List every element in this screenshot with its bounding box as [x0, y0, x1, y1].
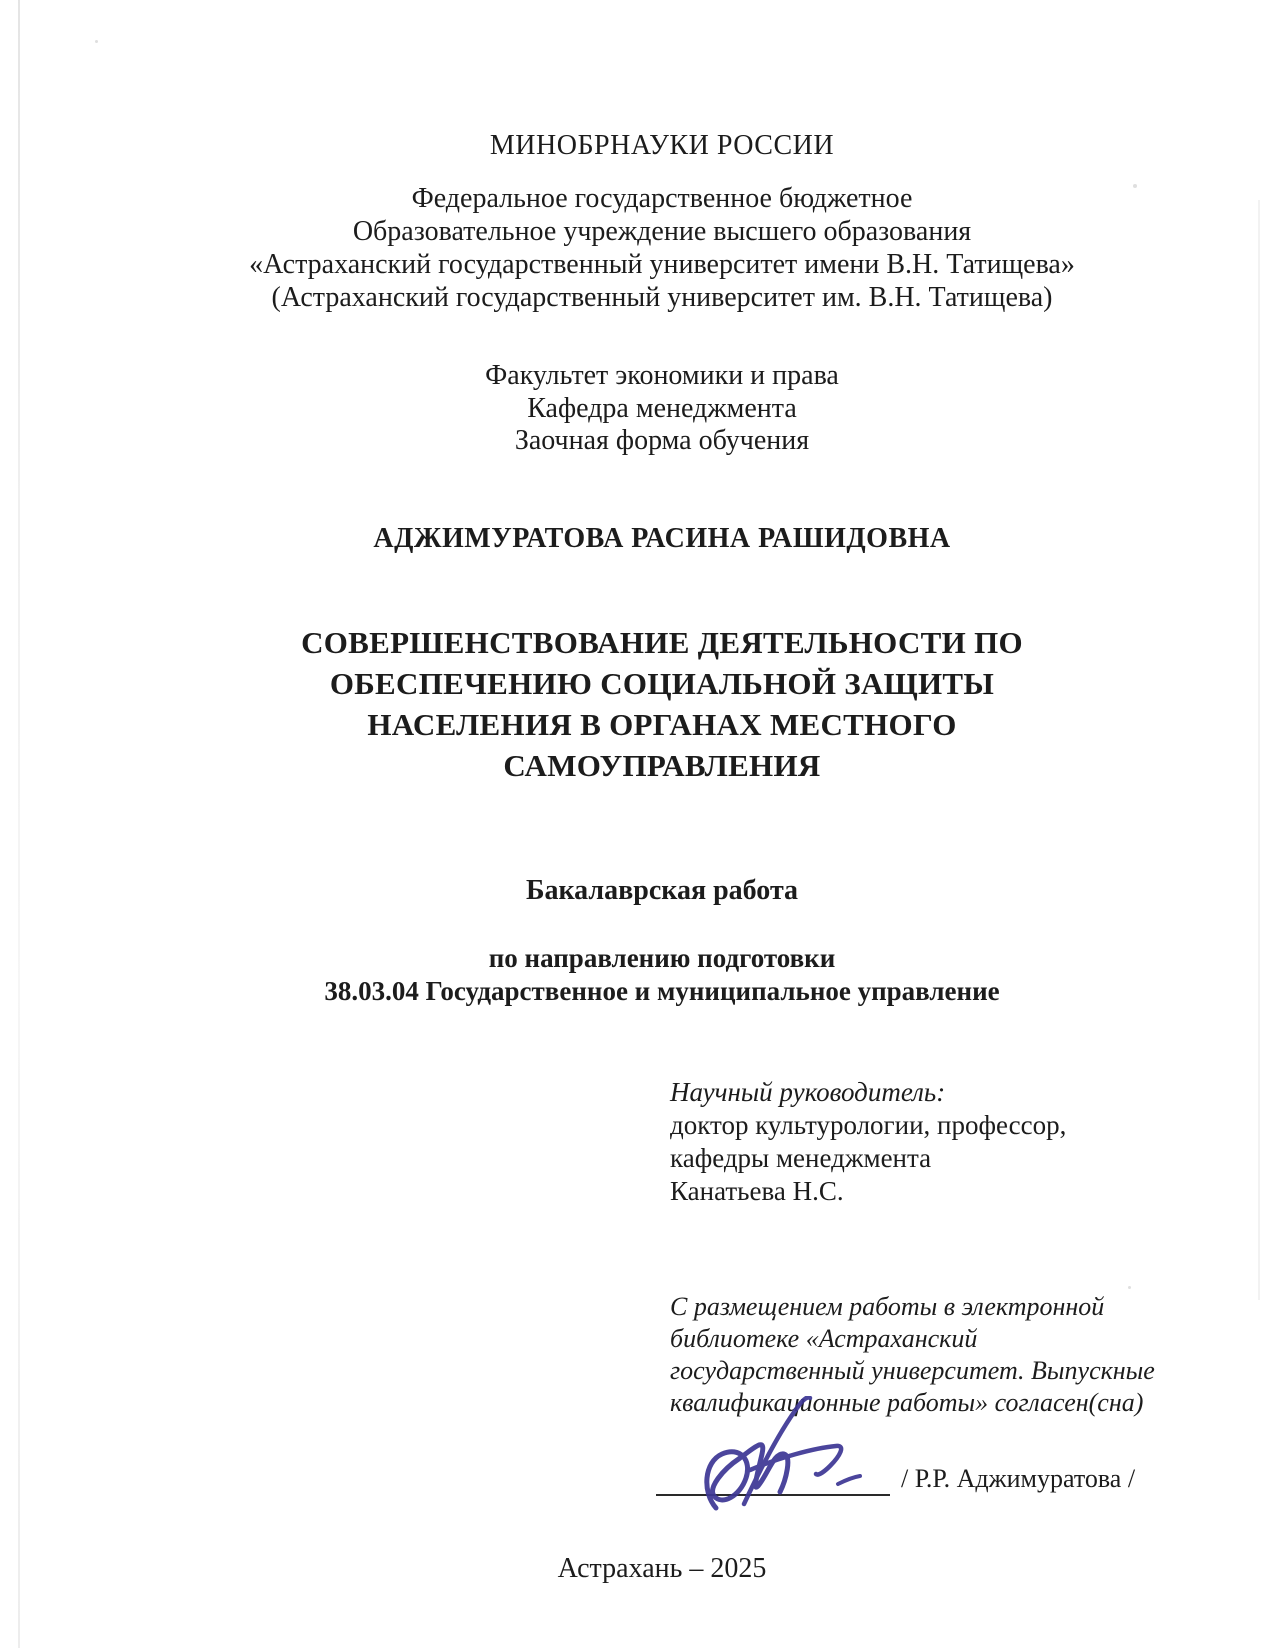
city-year-text: Астрахань – 2025	[557, 1553, 767, 1584]
institution-line: Федеральное государственное бюджетное	[411, 183, 913, 214]
chair-line: Кафедра менеджмента	[527, 392, 797, 424]
supervisor-line: доктор культурологии, профессор,	[670, 1110, 1067, 1140]
thesis-title-line: САМОУПРАВЛЕНИЯ	[503, 748, 821, 783]
consent-statement	[670, 1291, 1155, 1419]
scan-speck	[95, 40, 98, 43]
thesis-title-line: СОВЕРШЕНСТВОВАНИЕ ДЕЯТЕЛЬНОСТИ ПО	[301, 625, 1023, 660]
consent-line: С размещением работы в электронной	[670, 1292, 1105, 1321]
work-type-text: Бакалаврская работа	[525, 875, 799, 906]
thesis-title-line: ОБЕСПЕЧЕНИЮ СОЦИАЛЬНОЙ ЗАЩИТЫ	[329, 666, 995, 701]
program-block	[60, 942, 1264, 1008]
supervisor-line: Канатьева Н.С.	[670, 1176, 844, 1206]
author-name-text: АДЖИМУРАТОВА РАСИНА РАШИДОВНА	[373, 523, 951, 554]
department-block	[60, 360, 1264, 458]
signature-name: / Р.Р. Аджимуратова /	[901, 1464, 1136, 1493]
ministry-heading	[60, 130, 1264, 162]
program-line: 38.03.04 Государственное и муниципальное управление	[324, 976, 1000, 1006]
consent-line: квалификационные работы» согласен(сна)	[670, 1388, 1144, 1417]
signature-underline	[656, 1494, 890, 1496]
institution-line: Образовательное учреждение высшего образования	[352, 216, 972, 247]
consent-line: библиотеке «Астраханский	[670, 1324, 978, 1353]
faculty-line: Факультет экономики и права	[485, 360, 839, 391]
institution-line: «Астраханский государственный университет имени В.Н. Татищева»	[249, 249, 1075, 280]
scan-artifact-left-line	[18, 0, 20, 1648]
program-line: по направлению подготовки	[488, 943, 836, 973]
supervisor-line: кафедры менеджмента	[670, 1143, 932, 1173]
consent-line: государственный университет. Выпускные	[670, 1356, 1155, 1385]
study-form-line: Заочная форма обучения	[514, 425, 810, 456]
work-type-heading	[60, 875, 1264, 907]
supervisor-block	[670, 1076, 1066, 1208]
supervisor-heading: Научный руководитель:	[670, 1077, 946, 1107]
thesis-title	[60, 622, 1264, 786]
institution-line: (Астраханский государственный университет им. В.Н. Татищева)	[271, 282, 1053, 313]
institution-block	[60, 182, 1264, 314]
scan-speck	[1128, 1286, 1131, 1289]
city-year-footer	[60, 1553, 1264, 1585]
author-name	[60, 523, 1264, 555]
thesis-title-line: НАСЕЛЕНИЯ В ОРГАНАХ МЕСТНОГО	[367, 707, 957, 742]
ministry-text: МИНОБРНАУКИ РОССИИ	[489, 130, 835, 161]
